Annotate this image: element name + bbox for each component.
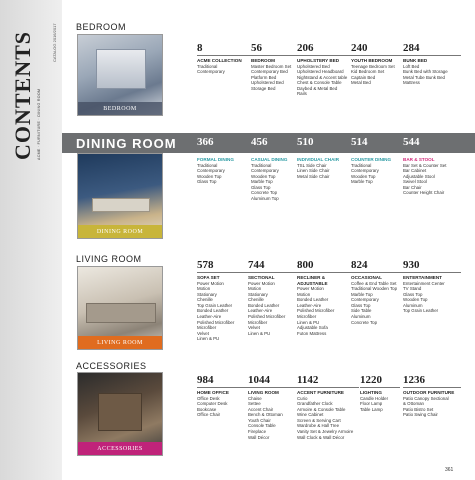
divider (297, 154, 355, 155)
category-head: ENTERTAINMENT (403, 275, 442, 280)
bed-shape (96, 49, 146, 89)
table-shape (92, 198, 150, 212)
list-item: Traditional (351, 162, 372, 168)
list-item: Concrete Top (351, 319, 378, 325)
category-head: FORMAL DINING (197, 157, 234, 162)
list-item: Candle Holder (360, 395, 389, 401)
divider (197, 154, 255, 155)
list-item: Fireplace (248, 429, 267, 435)
list-item: Vanity Set & Jewelry Armoire (297, 429, 354, 435)
list-item: Metal Side Chair (297, 173, 330, 179)
page-number: 361 (445, 467, 454, 473)
accessories-col-3 (297, 374, 359, 440)
list-item: Adjustable Sofa (297, 325, 328, 331)
category-head: OCCASIONAL (351, 275, 382, 280)
section-title-living: LIVING ROOM (76, 254, 142, 264)
section-title-dining: DINING ROOM (76, 136, 177, 151)
category-head: CASUAL DINING (251, 157, 288, 162)
list-item: Power Motion (297, 286, 324, 291)
page-ref[interactable]: 284 (403, 42, 420, 54)
list-item: Bar Chair (403, 184, 422, 190)
page-ref[interactable]: 510 (297, 136, 314, 148)
list-item: Motion (297, 291, 311, 297)
category-head: LIGHTING (360, 390, 382, 395)
list-item: TV Stand (403, 286, 422, 292)
list-item: Youth Chair (248, 417, 271, 423)
list-item: Storage Bed (251, 85, 276, 91)
bedroom-photo (77, 34, 163, 116)
list-item: Top Grain Leather (403, 308, 439, 314)
dining-col-4 (351, 136, 409, 185)
living-col-4 (351, 259, 409, 325)
list-item: Aluminum (403, 302, 423, 308)
living-col-1 (197, 259, 255, 342)
list-item: Chaise (248, 395, 262, 401)
divider (360, 387, 400, 388)
list-item: Top Grain Leather (197, 302, 233, 308)
list-item: Polished Microfiber (197, 319, 235, 325)
page-ref[interactable]: 984 (197, 374, 214, 386)
list-item: Microfiber (297, 313, 317, 319)
bedroom-col-4 (351, 42, 409, 86)
accessories-photo-band (78, 442, 162, 455)
list-item: Concrete Top (251, 190, 278, 196)
list-item: Contemporary (197, 168, 225, 174)
list-item: Adjustable Stool (403, 173, 435, 179)
list-item: Marble Top (351, 291, 373, 297)
dining-photo-band (78, 225, 162, 238)
list-item: Bonded Leather (248, 302, 280, 308)
list-item: Futon Mattress (297, 330, 327, 336)
section-title-accessories: ACCESSORIES (76, 361, 147, 371)
divider (351, 55, 409, 56)
category-head: ACCENT FURNITURE (297, 390, 344, 395)
section-title-bedroom: BEDROOM (76, 22, 127, 32)
category-head: ACME COLLECTION (197, 58, 242, 63)
bedroom-photo-label: BEDROOM (103, 105, 137, 112)
list-item: Glass Top (197, 179, 217, 185)
dining-photo (77, 153, 163, 239)
contents-subtitle: ACME · FURNITURE · DINING ROOM (37, 88, 41, 160)
list-item: Patio Canopy Sectional (403, 395, 449, 401)
list-item: Contemporary (351, 297, 379, 303)
list-item: Chenille (248, 297, 264, 303)
divider (197, 55, 255, 56)
bedroom-photo-band (78, 102, 162, 115)
list-item: TSL Side Chair (297, 162, 327, 168)
list-item: Wooden Top (251, 173, 276, 179)
category-head: UPHOLSTERY BED (297, 58, 340, 63)
list-item: Grandfather Clock (297, 401, 333, 407)
list-item: Marble Top (251, 179, 273, 185)
list-item: Traditional (251, 162, 272, 168)
category-head: COUNTER DINING (351, 157, 392, 162)
list-item: Power Motion (248, 280, 275, 286)
list-item: Linen Side Chair (297, 168, 330, 174)
list-item: Aluminum (351, 314, 371, 320)
list-item: Bookcase (197, 406, 217, 412)
page-ref[interactable]: 240 (351, 42, 368, 54)
list-item: Wall Décor (248, 434, 270, 440)
list-item: Platform Bed (251, 74, 277, 80)
accessories-col-4 (360, 374, 400, 412)
list-item: Leather-Aire (197, 314, 222, 320)
contents-title: CONTENTS (10, 30, 35, 160)
divider (403, 154, 461, 155)
list-item: Swivel Stool (403, 179, 427, 185)
sofa-shape (86, 303, 156, 323)
list-item: Glass Top (251, 184, 271, 190)
living-photo-band (78, 336, 162, 349)
list-item: Console Table (248, 423, 276, 429)
category-head: LIVING ROOM (248, 390, 279, 395)
category-head: RECLINER & ADJUSTABLE (297, 275, 328, 286)
list-item: Coffee & End Table Set (351, 280, 397, 286)
list-item: Microfiber (197, 325, 217, 331)
bedroom-col-1 (197, 42, 255, 75)
living-photo-label: LIVING ROOM (97, 339, 143, 346)
list-item: Side Table (351, 308, 372, 314)
list-item: Armoire & Console Table (297, 406, 346, 412)
list-item: Upholstered Bed (297, 63, 330, 69)
list-item: Traditional Wooden Top (351, 286, 398, 292)
list-item: Wine Cabinet (297, 412, 324, 418)
list-item: Upholstered Bed (251, 80, 284, 86)
page-ref[interactable]: 1044 (248, 374, 270, 386)
divider (197, 272, 255, 273)
list-item: Entertainment Center (403, 280, 445, 286)
living-photo (77, 266, 163, 350)
list-item: & Ottoman (403, 401, 424, 407)
bedroom-col-3 (297, 42, 355, 97)
accessories-photo (77, 372, 163, 456)
furniture-shape (98, 393, 142, 431)
page-ref[interactable]: 544 (403, 136, 420, 148)
living-col-3 (297, 259, 355, 336)
list-item: Counter Height Chair (403, 190, 445, 196)
category-head: SECTIONAL (248, 275, 275, 280)
list-item: Curio (297, 395, 308, 401)
list-item: Contemporary Bed (251, 69, 288, 75)
dining-photo-label: DINING ROOM (96, 228, 144, 235)
page-ref[interactable]: 1142 (297, 374, 319, 386)
list-item: Bar Cabinet (403, 168, 427, 174)
list-item: Computer Desk (197, 401, 228, 407)
divider (403, 55, 461, 56)
list-item: Wall Clock & Wall Décor (297, 434, 345, 440)
list-item: Linen & PU (297, 319, 320, 325)
list-item: Metal Tube Bunk Bed (403, 74, 445, 80)
page-ref[interactable]: 930 (403, 259, 420, 271)
list-item: Upholstered Headboard (297, 69, 344, 75)
list-item: Floor Lamp (360, 401, 383, 407)
list-item: Stationary (248, 291, 268, 297)
list-item: Power Motion (197, 280, 224, 286)
list-item: Master Bedroom Set (251, 63, 292, 69)
page-ref[interactable]: 8 (197, 42, 203, 54)
list-item: Loft Bed (403, 63, 420, 69)
list-item: Bench & Ottoman (248, 412, 283, 418)
dining-col-5 (403, 136, 461, 196)
list-item: Traditional (197, 162, 218, 168)
page-ref[interactable]: 1220 (360, 374, 382, 386)
list-item: Wooden Top (403, 297, 428, 303)
list-item: Contemporary (197, 69, 225, 75)
page-ref[interactable]: 366 (197, 136, 214, 148)
list-item: Screen & Serving Cart (297, 417, 341, 423)
side-band (0, 0, 62, 480)
list-item: Velvet (248, 325, 260, 331)
list-item: Patio Swing Chair (403, 412, 438, 418)
side-title-block (10, 10, 56, 160)
list-item: Settee (248, 401, 261, 407)
list-item: Chenille (197, 297, 213, 303)
divider (197, 387, 255, 388)
list-item: Kid Bedroom Set (351, 69, 385, 75)
list-item: Teenage Bedroom Set (351, 63, 395, 69)
list-item: Mattress (403, 80, 420, 86)
list-item: Marble Top (351, 179, 373, 185)
list-item: Leather-Aire (248, 308, 273, 314)
category-head: BAR & STOOL (403, 157, 435, 162)
list-item: Wooden Top (351, 173, 376, 179)
list-item: Patio Bistro Set (403, 406, 434, 412)
list-item: Contemporary (251, 168, 279, 174)
list-item: Leather-Aire (297, 302, 322, 308)
list-item: Motion (248, 286, 262, 292)
category-head: INDIVIDUAL CHAIR (297, 157, 340, 162)
list-item: Microfiber (248, 319, 268, 325)
divider (403, 387, 461, 388)
list-item: Linen & PU (248, 330, 271, 336)
category-head: HOME OFFICE (197, 390, 229, 395)
list-item: Glass Top (351, 302, 371, 308)
divider (403, 272, 461, 273)
bedroom-col-5 (403, 42, 461, 86)
catalog-label: CATALOG 2016/2017 (52, 23, 57, 62)
list-item: Linen & PU (197, 336, 220, 342)
divider (297, 272, 355, 273)
list-item: Office Chair (197, 412, 221, 418)
accessories-col-1 (197, 374, 255, 418)
list-item: Wooden Top (197, 173, 222, 179)
page-ref[interactable]: 800 (297, 259, 314, 271)
list-item: Bonded Leather (297, 297, 329, 303)
divider (351, 272, 409, 273)
dining-col-1 (197, 136, 255, 185)
page-ref[interactable]: 578 (197, 259, 214, 271)
list-item: Daybed & Metal Bed (297, 85, 338, 91)
list-item: Accent Chair (248, 406, 274, 412)
list-item: Captain Bed (351, 74, 376, 80)
list-item: Stationary (197, 291, 217, 297)
list-item: Wardrobe & Hall Tree (297, 423, 340, 429)
list-item: Velvet (197, 330, 209, 336)
list-item: Metal Bed (351, 80, 371, 86)
list-item: Traditional (197, 63, 218, 69)
list-item: Aluminum Top (251, 196, 279, 202)
category-head: OUTDOOR FURNITURE (403, 390, 455, 395)
divider (297, 55, 355, 56)
accessories-col-5 (403, 374, 461, 418)
list-item: Office Desk (197, 395, 220, 401)
list-item: Bar Set & Counter Set (403, 162, 447, 168)
list-item: Rails (297, 91, 307, 97)
list-item: Contemporary (351, 168, 379, 174)
divider (351, 154, 409, 155)
list-item: Bonded Leather (197, 308, 229, 314)
category-head: YOUTH BEDROOM (351, 58, 393, 63)
list-item: Bunk Bed with Storage (403, 69, 448, 75)
list-item: Glass Top (403, 291, 423, 297)
list-item: Polished Microfiber (297, 308, 335, 314)
list-item: Table Lamp (360, 406, 383, 412)
page-ref[interactable]: 1236 (403, 374, 425, 386)
list-item: Nightstand & Accent table (297, 74, 348, 80)
page-ref[interactable]: 206 (297, 42, 314, 54)
accessories-photo-label: ACCESSORIES (97, 445, 143, 452)
page-ref[interactable]: 514 (351, 136, 368, 148)
page-ref[interactable]: 456 (251, 136, 268, 148)
list-item: Polished Microfiber (248, 314, 286, 320)
category-head: BEDROOM (251, 58, 275, 63)
list-item: Motion (197, 286, 211, 292)
category-head: BUNK BED (403, 58, 428, 63)
page-ref[interactable]: 744 (248, 259, 265, 271)
living-col-5 (403, 259, 461, 314)
dining-col-3 (297, 136, 355, 179)
page-ref[interactable]: 56 (251, 42, 262, 54)
list-item: Chest & Console Table (297, 80, 342, 86)
divider (297, 387, 359, 388)
category-head: SOFA SET (197, 275, 220, 280)
page-ref[interactable]: 824 (351, 259, 368, 271)
